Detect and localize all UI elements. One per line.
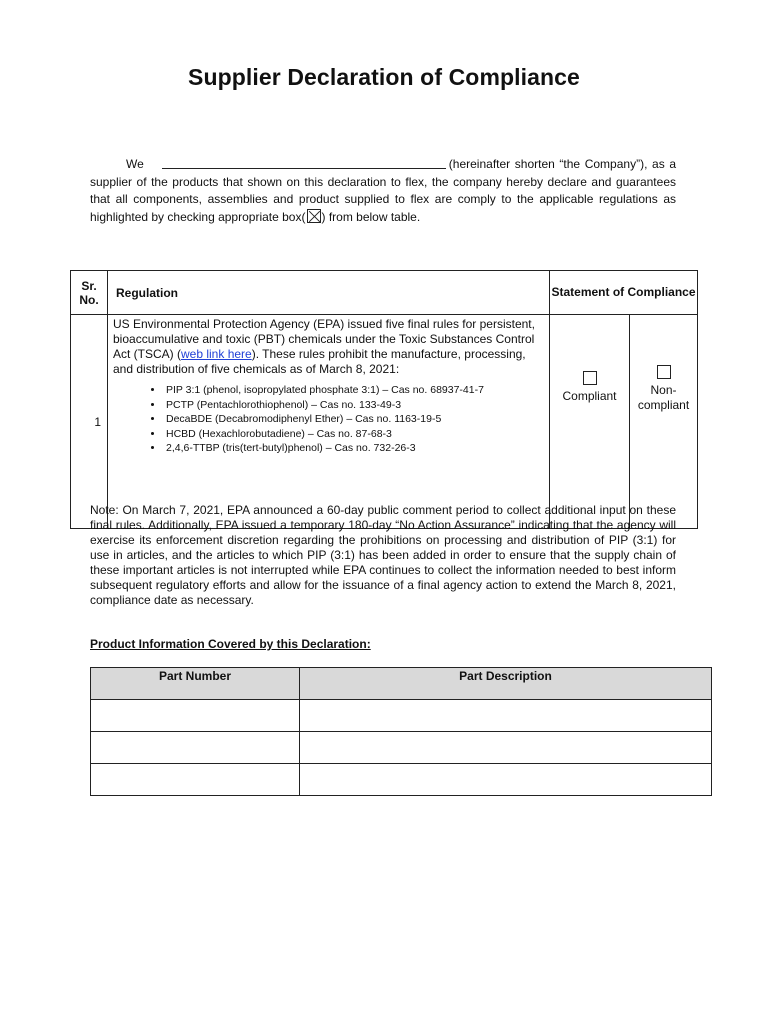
chemical-item: • 2,4,6-TTBP (tris(tert-butyl)phenol) – Cas no. 732-26-3 <box>164 441 544 456</box>
product-section-heading: Product Information Covered by this Declaration: <box>90 637 371 651</box>
intro-text: (hereinafter shorten “the Company”), as a supplier of the products that shown on this declaration to flex, the company hereby declare and guarantees that all components, assemblies and product supplied to flex are comply to the applicable regulations as highlighted by checking appropriate box( <box>90 157 676 224</box>
regulation-text <box>108 315 550 529</box>
regulation-row <box>71 315 698 529</box>
part-description-cell[interactable] <box>300 764 712 796</box>
chemical-item: • PCTP (Pentachlorothiophenol) – Cas no. 133-49-3 <box>164 398 544 413</box>
part-description-cell[interactable] <box>300 700 712 732</box>
intro-we: We <box>126 157 144 171</box>
header-regulation: Regulation <box>108 271 550 315</box>
compliant-option <box>550 315 630 529</box>
compliant-label: Compliant <box>562 389 617 403</box>
note-paragraph: Note: On March 7, 2021, EPA announced a 60-day public comment period to collect additional input on these final rules. Additionally, EPA issued a temporary 180-day “No Action Assurance” indicating that the agency will exercise its enforcement discretion regarding the prohibitions on processing and distribution of PIP (3:1) for use in articles, and the articles to which PIP (3:1) has been added in order to ensure that the supply chain of these important articles is not interrupted while EPA continues to collect the information needed to best inform subsequent regulatory efforts and allow for the issuance of a final agency action to extend the March 8, 2021, compliance date as necessary. <box>90 503 676 607</box>
regulation-table <box>70 270 698 529</box>
table-row <box>91 700 712 732</box>
product-table <box>90 667 712 796</box>
table-row <box>91 764 712 796</box>
part-description-cell[interactable] <box>300 732 712 764</box>
regulation-text-after: ). These rules prohibit the manufacture, processing, and distribution of five chemicals as of March 8, 2021: <box>113 347 526 376</box>
part-number-cell[interactable] <box>91 732 300 764</box>
header-part-description: Part Description <box>300 668 712 700</box>
row-sr-number: 1 <box>71 315 108 529</box>
table-row <box>91 732 712 764</box>
regulation-text-before: US Environmental Protection Agency (EPA) issued five final rules for persistent, bioaccumulative and toxic (PBT) chemicals under the Toxic Substances Control Act (TSCA) ( <box>113 317 535 361</box>
web-link[interactable]: web link here <box>181 347 252 361</box>
part-number-cell[interactable] <box>91 764 300 796</box>
checked-box-icon <box>307 209 321 223</box>
header-part-number: Part Number <box>91 668 300 700</box>
noncompliant-label: Non-compliant <box>637 383 690 412</box>
header-sr-no: Sr. No. <box>71 271 108 315</box>
chemical-item: • DecaBDE (Decabromodiphenyl Ether) – Cas no. 1163-19-5 <box>164 412 544 427</box>
document-title: Supplier Declaration of Compliance <box>188 64 580 90</box>
chemical-item: • HCBD (Hexachlorobutadiene) – Cas no. 87-68-3 <box>164 427 544 442</box>
compliant-checkbox[interactable] <box>583 371 597 385</box>
intro-text-end: ) from below table. <box>321 209 421 224</box>
noncompliant-option <box>630 315 698 529</box>
chemical-item: • PIP 3:1 (phenol, isopropylated phosphate 3:1) – Cas no. 68937-41-7 <box>164 383 544 398</box>
header-statement: Statement of Compliance <box>550 271 698 315</box>
company-name-blank[interactable] <box>162 156 446 169</box>
part-number-cell[interactable] <box>91 700 300 732</box>
intro-paragraph <box>90 156 676 226</box>
chemical-list <box>113 383 544 456</box>
noncompliant-checkbox[interactable] <box>657 365 671 379</box>
